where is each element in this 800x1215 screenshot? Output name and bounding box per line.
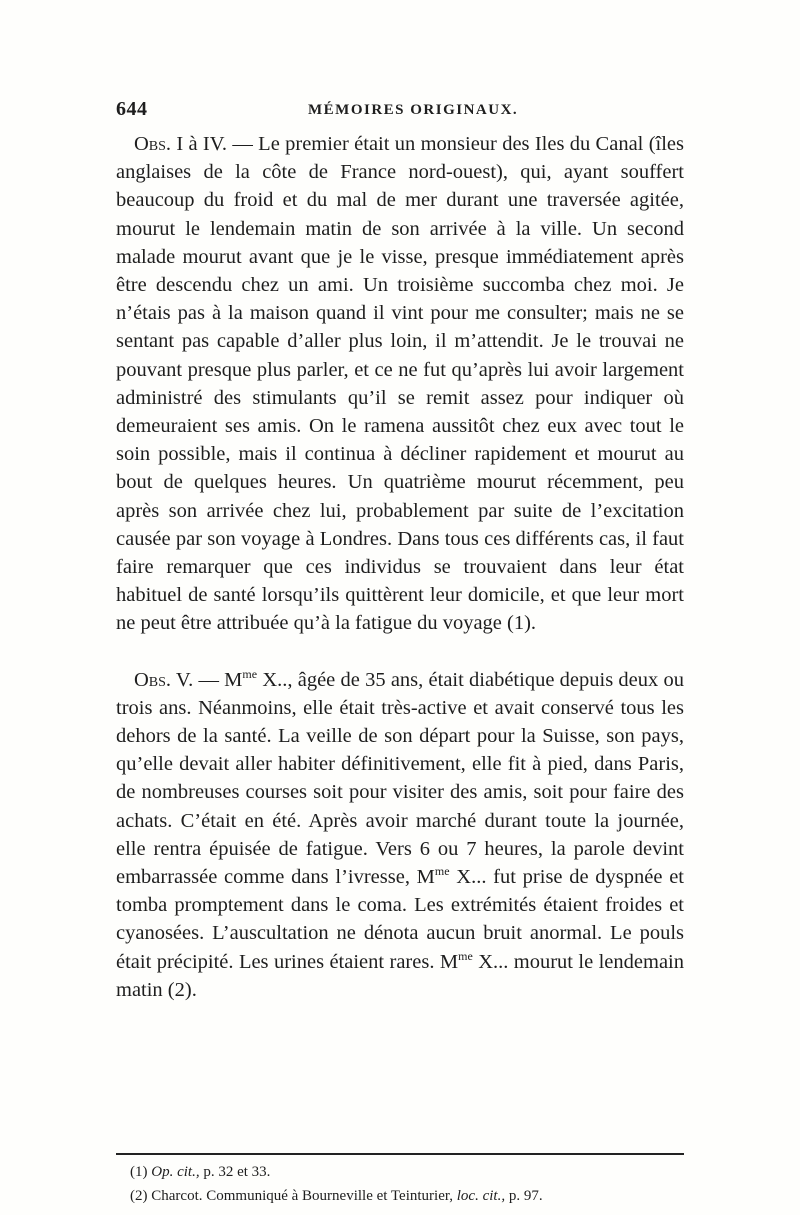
footnote-divider (116, 1153, 684, 1155)
footnote-2 (130, 1184, 684, 1208)
observation-1-4-text: I à IV. — Le premier était un monsieur des Iles du Canal (îles anglaises de la côte de France nord-ouest), qui, ayant souffert beaucoup du froid et du mal de mer durant une traversée agitée, mourut le lendemain matin de son arrivée à la ville. Un second malade mourut avant que je le visse, presque immédiatement après être descendu chez un ami. Un troisième succomba chez moi. Je n’étais pas à la maison quand il vint pour me consulter; mais ne se sentant pas capable d’aller plus loin, il m’attendit. Je le trouvai ne pouvant presque plus parler, et ce ne fut qu’après lui avoir largement administré des stimulants qu’il se remit assez pour indiquer où demeuraient ses amis. On le ramena aussitôt chez eux avec tout le soin possible, mais il continua à décliner rapidement et mourut au bout de quelques heures. Un quatrième mourut récemment, peu après son arrivée chez lui, probablement par suite de l’excitation causée par son voyage à Londres. Dans tous ces différents cas, il faut faire remarquer que ces individus se trouvaient dans leur état habituel de santé lorsqu’ils quittèrent leur domicile, et que leur mort ne peut être attribuée qu’à la fatigue du voyage (1). (116, 133, 684, 635)
obs-label: Obs. (134, 668, 172, 691)
page-number: 644 (116, 98, 148, 120)
superscript-me: me (434, 864, 450, 879)
observation-5-paragraph (116, 666, 684, 1004)
running-title: MÉMOIRES ORIGINAUX. (308, 102, 519, 118)
footnote-1 (130, 1160, 684, 1184)
footnote-citation: Op. cit., (151, 1164, 200, 1180)
footnote-number: (2) (130, 1188, 148, 1204)
footnotes (130, 1160, 684, 1208)
footnote-text: p. 32 et 33. (199, 1164, 271, 1180)
superscript-me: me (458, 948, 473, 963)
footnote-text: Charcot. Communiqué à Bourneville et Teinturier, (147, 1188, 454, 1204)
footnote-citation: loc. cit., (456, 1188, 506, 1204)
footnote-text: p. 97. (505, 1188, 543, 1204)
superscript-me: me (242, 666, 258, 681)
footnote-number: (1) (130, 1164, 148, 1180)
observation-5-text-part: X... mourut le lendemain matin (2). (116, 950, 684, 1001)
observation-1-4-paragraph (116, 130, 684, 638)
page-header (116, 98, 684, 128)
body-text (116, 130, 684, 1004)
observation-5-text-part: V. — M (171, 668, 243, 691)
obs-label: Obs. (134, 133, 172, 155)
observation-5-text-part: X.., âgée de 35 ans, était diabétique depuis deux ou trois ans. Néanmoins, elle était très-active et avait conservé tous les dehors de la santé. La veille de son départ pour la Suisse, son pays, qu’elle devait aller habiter définitivement, elle fit à pied, dans Paris, de nombreuses courses soit pour visiter des amis, soit pour faire des achats. C’était en été. Après avoir marché durant toute la journée, elle rentra épuisée de fatigue. Vers 6 ou 7 heures, la parole devint embarrassée comme dans l’ivresse, M (116, 668, 684, 889)
observation-5-text-part: X... fut prise de dyspnée et tomba promptement dans le coma. Les extrémités étaient froides et cyanosées. L’auscultation ne dénota aucun bruit anormal. Le pouls était précipité. Les urines étaient rares. M (116, 866, 684, 973)
